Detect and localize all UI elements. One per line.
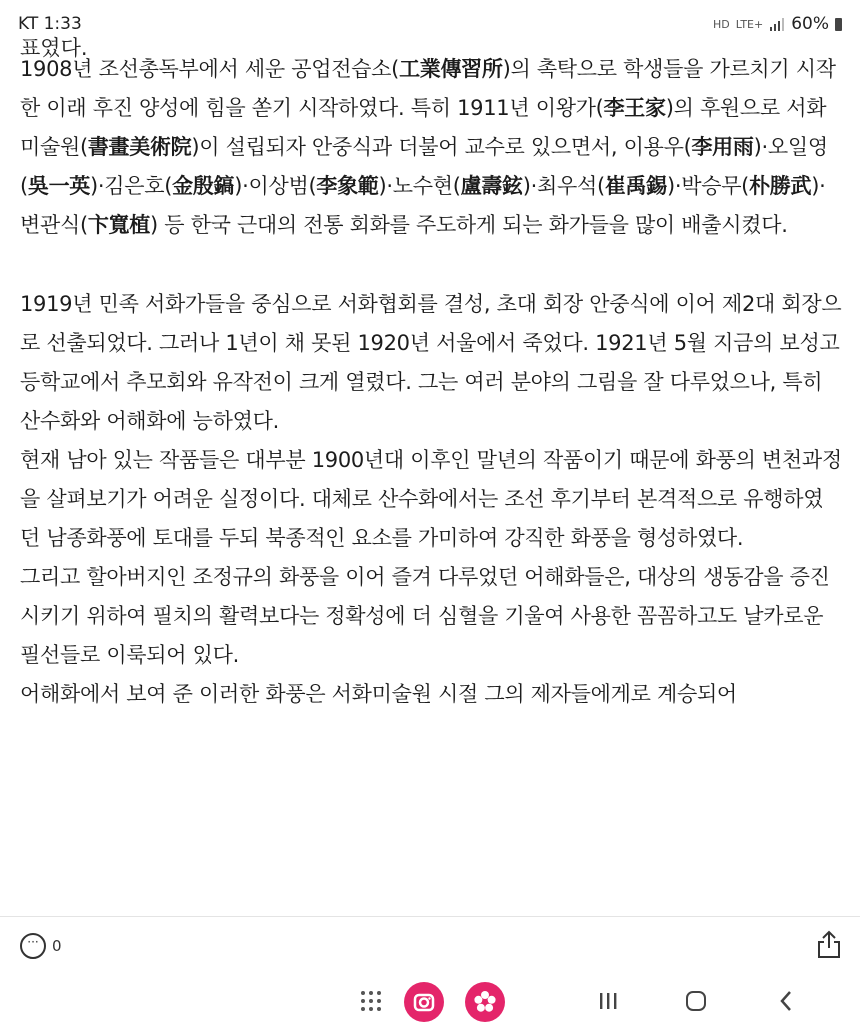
back-icon[interactable] [778, 990, 794, 1012]
flower-icon [465, 982, 505, 1022]
paragraph [20, 50, 842, 245]
home-button-icon[interactable] [686, 991, 706, 1011]
hanja-name: 盧壽鉉 [460, 174, 523, 198]
hanja-name: 李用雨 [691, 135, 754, 159]
text-run: )·김은호( [90, 174, 173, 198]
text-run: )·변관식( [20, 174, 826, 237]
hanja-name: 書畫美術院 [87, 135, 192, 159]
text-run: )·노수현( [378, 174, 461, 198]
text-run: )·최우석( [522, 174, 605, 198]
hanja-name: 吳一英 [27, 174, 91, 198]
text-run: 1919년 민족 서화가들을 중심으로 서화협회를 결성, 초대 회장 안중식에 이어 제2대 회장으로 선출되었다. 그러나 1년이 채 못된 1920년 서울에서 죽었다. 1921년 5월 지금의 보성고등학교에서 추모회와 유작전이 크게 열렸다. 그는 여러 분야의 그림을 잘 다루었으나, 특히 산수화와 어해화에 능하였다. [20, 292, 842, 433]
share-icon[interactable] [816, 929, 842, 959]
text-run: )의 촉탁으로 학생들을 가르치기 시작한 이래 후진 양성에 힘을 쏟기 시작하였다. 특히 1911년 이왕가( [20, 57, 836, 120]
text-run: 어해화에서 보여 준 이러한 화풍은 서화미술원 시절 그의 제자들에게로 계승되어 [20, 682, 737, 706]
hanja-name: 李王家 [603, 96, 666, 120]
text-run: ) 등 한국 근대의 전통 회화를 주도하게 되는 화가들을 많이 배출시켰다. [149, 213, 788, 237]
text-run: 1908년 조선총독부에서 세운 공업전습소( [20, 57, 400, 81]
camera-app-button[interactable] [404, 982, 444, 1022]
battery-icon [835, 18, 842, 31]
paragraph [20, 441, 842, 558]
battery-percent: 60% [791, 14, 829, 34]
article-body [20, 50, 842, 714]
text-run: 그리고 할아버지인 조정규의 화풍을 이어 즐겨 다루었던 어해화들은, 대상의 생동감을 증진시키기 위하여 필치의 활력보다는 정확성에 더 심혈을 기울여 사용한 꼼꼼하고도 날카로운 필선들로 이룩되어 있다. [20, 565, 830, 667]
text-run: )·이상범( [234, 174, 317, 198]
text-run: )의 후원으로 서화미술원( [20, 96, 827, 159]
status-icons [713, 14, 842, 34]
paragraph [20, 285, 842, 441]
hanja-name: 朴勝武 [749, 174, 812, 198]
comment-count: 0 [52, 937, 62, 955]
camera-icon [404, 982, 444, 1022]
text-run: )·박승무( [666, 174, 750, 198]
paragraph-gap [20, 245, 842, 285]
bottom-bar [0, 917, 860, 977]
signal-icon [769, 17, 785, 31]
paragraph [20, 675, 842, 714]
hd-icon: HD [712, 17, 730, 31]
hanja-name: 李象範 [316, 174, 379, 198]
text-run: )이 설립되자 안중식과 더불어 교수로 있으면서, 이용우( [191, 135, 692, 159]
comment-icon[interactable]: ··· [20, 933, 46, 959]
status-bar [0, 0, 860, 60]
text-run: 현재 남아 있는 작품들은 대부분 1900년대 이후인 말년의 작품이기 때문에 화풍의 변천과정을 살펴보기가 어려운 실정이다. 대체로 산수화에서는 조선 후기부터 본격적으로 유행하였던 남종화풍에 토대를 두되 북종적인 요소를 가미하여 강직한 화풍을 형성하였다. [20, 448, 842, 550]
text-run: )·오일영( [20, 135, 828, 198]
gallery-app-button[interactable] [465, 982, 505, 1022]
carrier-time: KT 1:33 [18, 14, 82, 34]
lte-icon: LTE+ [735, 17, 764, 31]
recent-apps-icon[interactable] [597, 990, 619, 1012]
hanja-name: 金殷鎬 [172, 174, 235, 198]
apps-grid-icon[interactable] [360, 990, 382, 1012]
hanja-name: 工業傳習所 [399, 57, 503, 81]
paragraph [20, 558, 842, 675]
clipped-text-line: 표였다. [20, 36, 88, 60]
hanja-name: 崔禹錫 [604, 174, 667, 198]
navigation-bar [0, 977, 860, 1032]
hanja-name: 卞寬植 [87, 213, 150, 237]
